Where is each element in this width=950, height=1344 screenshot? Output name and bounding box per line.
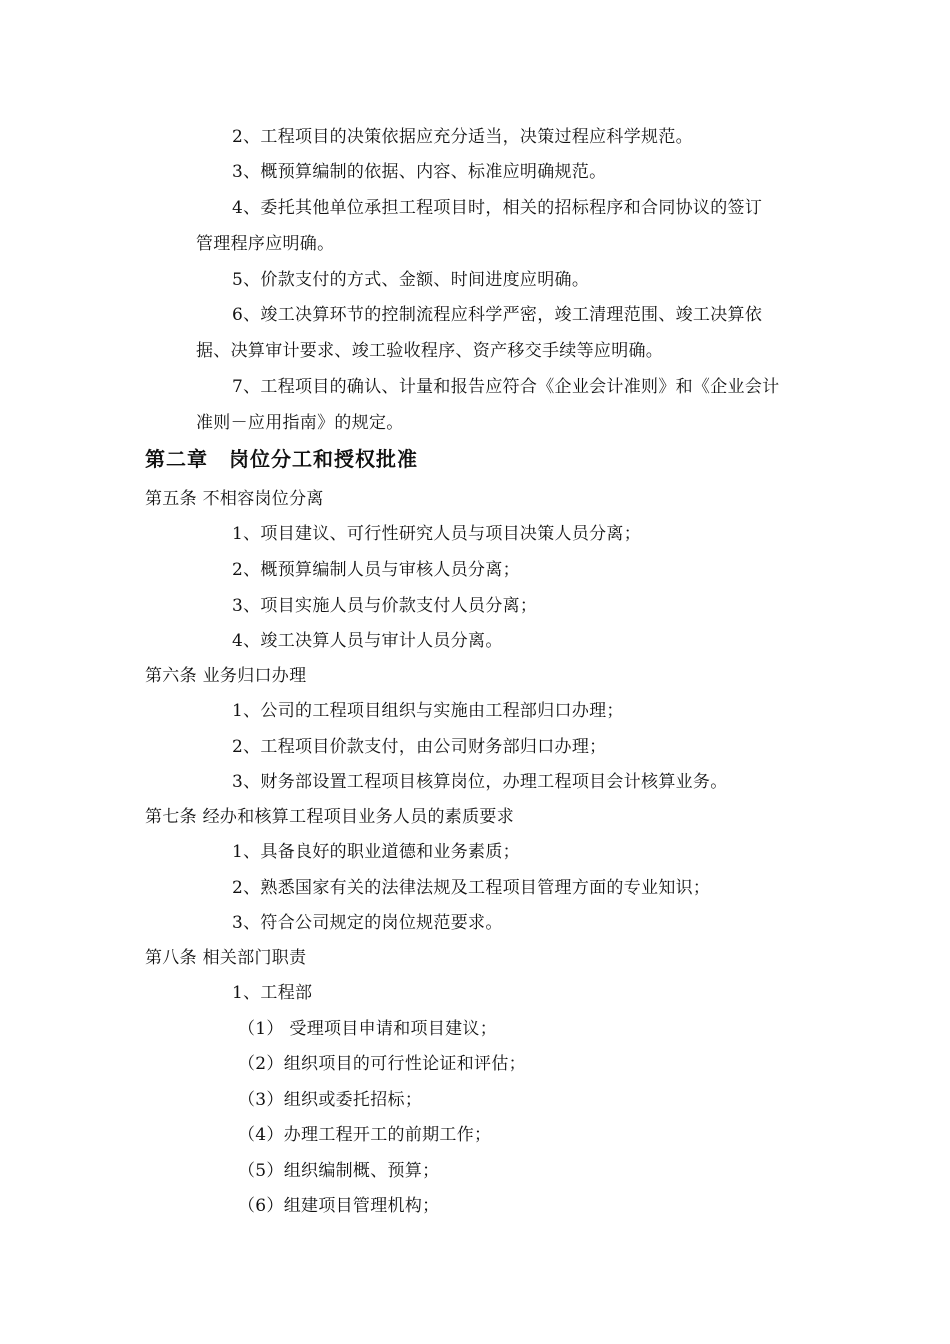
requirement-item-2: 2、工程项目的决策依据应充分适当，决策过程应科学规范。 <box>232 127 693 147</box>
article-5-title: 第五条 不相容岗位分离 <box>145 489 324 509</box>
article-5-item-4: 4、竣工决算人员与审计人员分离。 <box>232 631 503 651</box>
requirement-item-4: 4、委托其他单位承担工程项目时，相关的招标程序和合同协议的签订 <box>232 198 763 218</box>
requirement-item-3: 3、概预算编制的依据、内容、标准应明确规范。 <box>232 162 607 182</box>
chapter-heading: 第二章 岗位分工和授权批准 <box>145 447 418 471</box>
article-8-item-1: 1、工程部 <box>232 983 313 1003</box>
article-8-subitem-5: （5）组织编制概、预算； <box>238 1161 440 1181</box>
article-7-item-3: 3、符合公司规定的岗位规范要求。 <box>232 913 503 933</box>
article-8-subitem-2: （2）组织项目的可行性论证和评估； <box>238 1054 526 1074</box>
requirement-item-7-cont: 准则－应用指南》的规定。 <box>196 413 404 433</box>
article-6-item-1: 1、公司的工程项目组织与实施由工程部归口办理； <box>232 701 624 721</box>
article-7-title: 第七条 经办和核算工程项目业务人员的素质要求 <box>145 807 515 827</box>
article-5-item-2: 2、概预算编制人员与审核人员分离； <box>232 560 520 580</box>
requirement-item-6: 6、竣工决算环节的控制流程应科学严密，竣工清理范围、竣工决算依 <box>232 305 763 325</box>
article-7-item-1: 1、具备良好的职业道德和业务素质； <box>232 842 520 862</box>
article-6-item-3: 3、财务部设置工程项目核算岗位，办理工程项目会计核算业务。 <box>232 772 728 792</box>
article-8-title: 第八条 相关部门职责 <box>145 948 307 968</box>
article-5-item-1: 1、项目建议、可行性研究人员与项目决策人员分离； <box>232 524 642 544</box>
requirement-item-4-cont: 管理程序应明确。 <box>196 234 335 254</box>
article-8-subitem-3: （3）组织或委托招标； <box>238 1090 423 1110</box>
requirement-item-6-cont: 据、决算审计要求、竣工验收程序、资产移交手续等应明确。 <box>196 341 664 361</box>
article-7-item-2: 2、熟悉国家有关的法律法规及工程项目管理方面的专业知识； <box>232 878 711 898</box>
article-8-subitem-1: （1） 受理项目申请和项目建议； <box>238 1019 498 1039</box>
requirement-item-5: 5、价款支付的方式、金额、时间进度应明确。 <box>232 270 590 290</box>
requirement-item-7: 7、工程项目的确认、计量和报告应符合《企业会计准则》和《企业会计 <box>232 377 780 397</box>
article-6-title: 第六条 业务归口办理 <box>145 666 307 686</box>
article-5-item-3: 3、项目实施人员与价款支付人员分离； <box>232 596 538 616</box>
article-6-item-2: 2、工程项目价款支付，由公司财务部归口办理； <box>232 737 607 757</box>
article-8-subitem-4: （4）办理工程开工的前期工作； <box>238 1125 492 1145</box>
article-8-subitem-6: （6）组建项目管理机构； <box>238 1196 440 1216</box>
